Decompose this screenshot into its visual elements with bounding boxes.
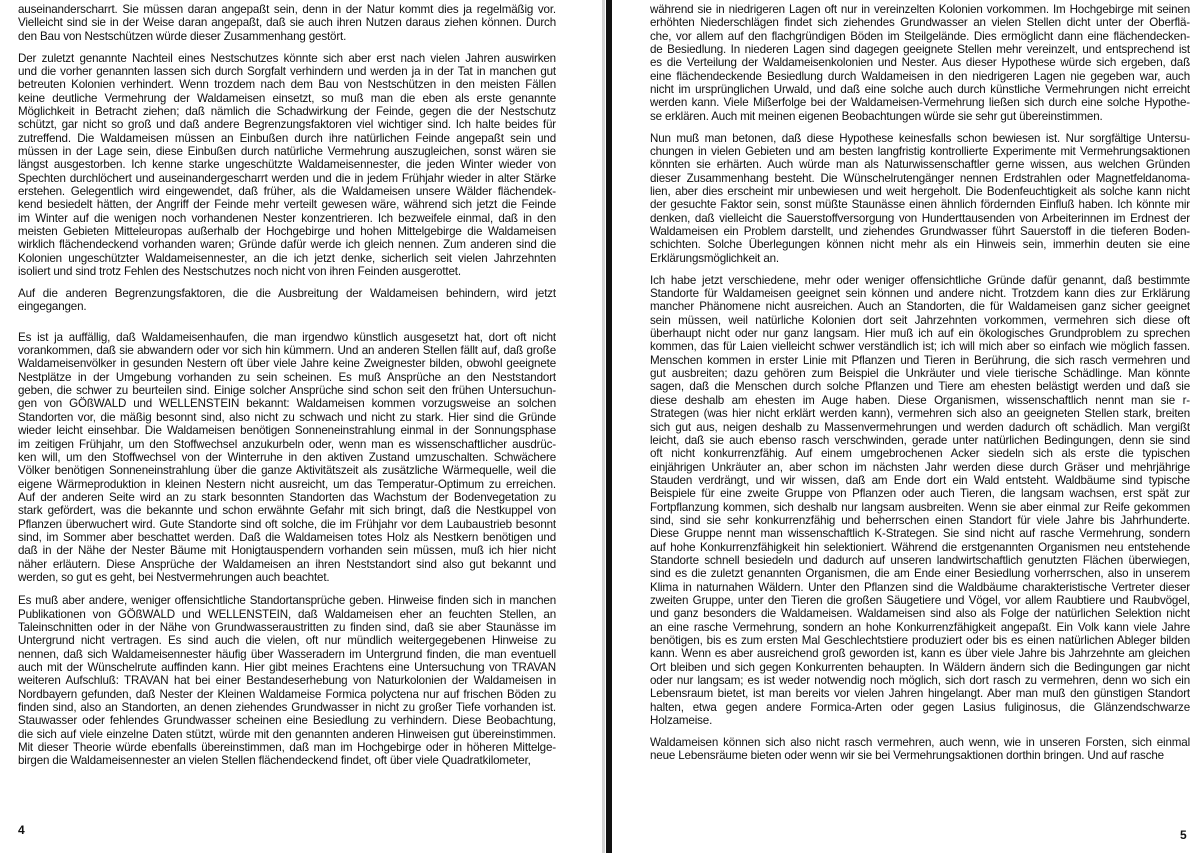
- text-line: Stauden verdrängt, und wir wissen, daß am Ende dort ein Wald entsteht. Waldbäume sind typische: [650, 473, 1190, 487]
- text-line: Untergrund nicht vertragen. Es sind auch die vielen, oft nur mündlich weitergegebenen Hinweise zu: [18, 634, 556, 648]
- text-line: könnten sie erhärten. Auch würde man als Naturwissenschaftler gerne wissen, aus welchen Gründen: [650, 158, 1190, 172]
- text-line: Auf der anderen Seite wird an zu stark besonnten Standorten das Wachstum der Bodenvegetation zu: [18, 490, 556, 504]
- text-line: Spechten durchlöchert und auseinandergescharrt werden und die in jedem Frühjahr wieder in alter Stärke: [18, 171, 556, 185]
- text-line: benötigen, bis es zum ersten Mal Geschlechtstiere produziert oder bis es einen natürlichen Ableger bilden: [650, 634, 1190, 647]
- text-line: Es ist ja auffällig, daß Waldameisenhaufen, die man irgendwo künstlich ausgesetzt hat, dort oft nicht: [18, 330, 556, 344]
- text-line: einjährigen Unkräuter an, aber schon im nächsten Jahr werden diese durch Gräser und mehrjährige: [650, 460, 1190, 474]
- text-line: zweiten Gruppe, unter den Tieren die großen Säugetiere und Vögel, vor allem Raubtiere und Raubvögel,: [650, 593, 1190, 607]
- text-line: Auf die anderen Begrenzungsfaktoren, die die Ausbreitung der Waldameisen behindern, wird jetzt: [18, 287, 556, 301]
- text-line: Strategen (was hier nicht erklärt werden kann), vermehren sich also an geeigneten Stellen stark, breiten: [650, 407, 1190, 421]
- text-line: während sie in niedrigeren Lagen oft nur in vereinzelten Kolonien vorkommen. Im Hochgebirge mit seinen: [650, 3, 1190, 16]
- text-line: Publikationen von GÖßWALD und WELLENSTEIN, daß Waldameisen eher an feuchten Stellen, an: [18, 607, 556, 621]
- left-page-body: [18, 3, 556, 776]
- text-line: auseinanderscharrt. Sie müssen daran angepaßt sein, denn in der Natur kommt dies ja regelmäßig vor.: [18, 3, 556, 16]
- text-line: lien, aber dies erscheint mir unbewiesen und weit hergeholt. Die Bodenfeuchtigkeit als solche kann nicht: [650, 185, 1190, 199]
- text-line: Waldameisen können sich also nicht rasch vermehren, auch wenn, wie in unseren Forsten, sich einmal: [650, 736, 1190, 749]
- text-line: leicht, daß sie auch ebenso rasch verschwinden, gerade unter natürlichen Bedingungen, denn sie sind: [650, 433, 1190, 447]
- text-line: isoliert und sind trotz Fehlen des Nestschutzes noch nicht von ihren Feinden ausgerottet.: [18, 265, 461, 279]
- text-line: gut ausbreiten; dazu gehören zum Beispiel die Unkräuter und viele tierische Schädlinge. Man könnte: [650, 367, 1190, 381]
- text-line: Waldameisen ein Problem darstellt, und ziehendes Grundwasser führt Sauerstoff in die tieferen Boden-: [650, 225, 1190, 239]
- text-line: längst ausgestorben. Ich kenne starke ungeschützte Waldameisennester, die jeden Winter wieder von: [18, 158, 556, 172]
- text-line: nennen, daß sich Waldameisennester häufig über Wasseradern im Untergrund finden, die man eventuell: [18, 647, 556, 661]
- page-number-left: 4: [18, 823, 25, 837]
- text-line: Standorte schnell besiedeln und dadurch auf unseren landwirtschaftlich genutzten Flächen überwiegen,: [650, 553, 1190, 567]
- text-line: Standorte für Waldameisen geeignet sein können und andere nicht. Trotzdem kann dies zur Erklärung: [650, 287, 1190, 301]
- text-line: erhöhten Niederschlägen findet sich ziehendes Grundwasser an vielen Stellen dicht unter der Oberflä-: [650, 16, 1190, 30]
- text-line: Der zuletzt genannte Nachteil eines Nestschutzes könnte sich aber erst nach vielen Jahren auswirken: [18, 51, 556, 65]
- text-line: schützt, gar nicht so groß und daß andere Begrenzungsfaktoren viel wichtiger sind. Ich halte beides für: [18, 118, 556, 132]
- text-line: gen von GÖßWALD und WELLENSTEIN bekannt: Waldameisen kommen vorzugsweise an solchen: [18, 397, 556, 411]
- page-number-right: 5: [1180, 828, 1187, 842]
- text-line: Klima in naturnahen Wäldern. Unter den Pflanzen sind die Waldbäume charakteristische Vertreter dieser: [650, 580, 1190, 594]
- text-line: überhaupt nicht oder nur ganz langsam. Hier muß ich auf ein ökologisches Grundproblem zu sprechen: [650, 327, 1190, 341]
- paragraph: [18, 594, 556, 767]
- text-line: neue Lebensräume bieten oder wenn wir sie bei Vermehrungsaktionen dorthin bringen. Und auf rasche: [650, 749, 1164, 763]
- text-line: mancher Phänomene nicht ausreichen. Auch an Standorten, die für Waldameisen ganz sicher geeignet: [650, 300, 1190, 314]
- text-line: näher erläutern. Diese Ansprüche der Waldameisen an ihren Neststandort sind also gut bekannt und: [18, 557, 556, 571]
- text-line: wirklich flächendeckend vorhanden waren; Gründe dafür werde ich gleich nennen. Zum anderen sind die: [18, 238, 556, 252]
- text-line: Waldameisenvölker in gesunden Nestern oft über viele Jahre keine Zweignester bilden, obwohl geeignete: [18, 357, 556, 371]
- spine-shadow: [602, 0, 605, 853]
- text-line: den Bau von Nestschützen würde dieser Zusammenhang gestört.: [18, 29, 347, 43]
- text-line: eine flächendeckende Besiedlung durch Waldameisen in den niedrigeren Lagen nie gegeben war, auch: [650, 69, 1190, 83]
- text-line: an eine rasche Vermehrung, sondern an hohe Konkurrenzfähigkeit angepaßt. Ein Volk kann viele Jahre: [650, 620, 1190, 634]
- text-line: birgen die Waldameisennester an vielen Stellen flächendeckend findet, oft über viele Quadratkilometer,: [18, 754, 531, 768]
- paragraph: [18, 52, 556, 279]
- text-line: Möglichkeit in Betracht ziehen; daß nämlich die Schadwirkung der Feinde, gegen die der Nestschutz: [18, 105, 556, 118]
- text-line: Stauwasser oder fehlendes Grundwasser scheinen eine Besiedlung zu verhindern. Diese Beobachtung,: [18, 714, 556, 728]
- text-line: Taleinschnitten oder in der Nähe von Grundwasseraustritten zu finden sind, daß sie aber Staunässe im: [18, 620, 556, 634]
- text-line: Ort bleiben und sich gegen Konkurrenten behaupten. In Wäldern ändern sich die Bedingungen gar nicht: [650, 660, 1190, 674]
- text-line: sagen, daß die Menschen durch solche Pflanzen und Tiere am ehesten belästigt werden und daß sie: [650, 380, 1190, 394]
- text-line: im zeitigen Frühjahr, um den Stoffwechsel anzukurbeln oder, wenn man es wissenschaftlicher ausdrüc-: [18, 437, 556, 451]
- text-line: Nestplätze in der Umgebung vorhanden zu sein scheinen. Es muß Ansprüche an den Neststandort: [18, 370, 556, 384]
- text-line: Mit dieser Theorie würde ebenfalls übereinstimmen, daß man im Hochgebirge oder in höheren Mittelge-: [18, 741, 556, 755]
- text-line: finden sind, also an Standorten, an denen ziehendes Grundwasser in nicht zu großer Tiefe vorhanden ist.: [18, 701, 556, 715]
- text-line: Standorten vor, die mäßig besonnt sind, also nicht zu schwach und nicht zu stark. Hier sind die Gründe: [18, 410, 556, 424]
- text-line: zutreffend. Die Waldameisen müssen an Einbußen durch ihre natürlichen Feinde angepaßt sein und: [18, 131, 556, 145]
- text-line: Ich habe jetzt verschiedene, mehr oder weniger offensichtliche Gründe dafür genannt, daß bestimmte: [650, 273, 1190, 287]
- paragraph: [650, 736, 1190, 763]
- text-line: eingegangen.: [18, 300, 87, 314]
- text-line: Fortpflanzung kommen, sich deshalb nur langsam ausbreiten. Wenn sie aber einmal zur Reife gekommen: [650, 500, 1190, 514]
- text-line: sind, im Sommer aber beschattet werden. Daß die Waldameisen totes Holz als Nestkern benötigen und: [18, 530, 556, 544]
- text-line: denken, daß vielleicht die Sauerstoffversorgung von Hunderttausenden von Arbeiterinnen im Erdnest der: [650, 211, 1190, 225]
- text-line: vorankommen, daß sie abwandern oder vor sich hin kümmern. Und an anderen Stellen fällt auf, daß große: [18, 344, 556, 358]
- text-line: ken will, um den Stoffwechsel von der Winterruhe in den aktiven Zustand umzuschalten. Schwächere: [18, 450, 556, 464]
- text-line: sein müssen, weil natürliche Kolonien dort seit Jahrzehnten vorkommen, vermehren sich diese oft: [650, 313, 1190, 327]
- paragraph: [650, 3, 1190, 123]
- text-line: de Besiedlung. In niederen Lagen sind dagegen geeignete Stellen mehr vereinzelt, und entsprechend ist: [650, 43, 1190, 57]
- text-line: auf hohe Konkurrenzfähigkeit hin selektioniert. Während die erstgenannten Organismen neu entstehende: [650, 540, 1190, 554]
- text-line: es die Verteilung der Waldameisenkolonien und Nester. Aus dieser Hypothese würde sich ergeben, daß: [650, 56, 1190, 70]
- text-line: und ganz besonders die Waldameisen. Waldameisen sind also als Folge der natürlichen Selektion nicht: [650, 607, 1190, 621]
- text-line: Völker benötigen Sonneneinstrahlung über die ganze Aktivitätszeit als zusätzliche Wärmequelle, weil die: [18, 464, 556, 478]
- text-line: Es muß aber andere, weniger offensichtliche Standortansprüche geben. Hinweise finden sich in manchen: [18, 594, 556, 608]
- text-line: müssen in der Lage sein, diese Einbußen durch natürliche Vermehrung auszugleichen, sonst wären sie: [18, 145, 556, 159]
- text-line: diese deshalb am ehesten im Auge haben. Diese Organismen, wissenschaftlich nennt man sie r-: [650, 393, 1190, 407]
- text-line: weiteren Aufschluß: TRAVAN hat bei einer Bestandeserhebung von Naturkolonien der Waldameisen in: [18, 674, 556, 688]
- text-line: nicht im ursprünglichen Urwald, und daß eine solche auch durch künstliche Vermehrungen nicht erreicht: [650, 83, 1190, 97]
- text-line: dieser Zusammenhang besteht. Die Wünschelrutengänger nennen Erdstrahlen oder Magnetfeldanoma-: [650, 171, 1190, 185]
- text-line: wieder leicht einsehbar. Die Waldameisen benötigen Sonneneinstrahlung einmal in der Sonnungsphase: [18, 424, 556, 438]
- text-line: werden, so gut es geht, bei Nestvermehrungen auch beachtet.: [18, 570, 330, 584]
- text-line: sind es die zuletzt genannten Organismen, die am Ende einer Besiedlung vorherrschen, also in unserem: [650, 567, 1190, 581]
- text-line: und die vorher genannten lassen sich durch Sorgfalt verhindern und werden ja in der Tat in manchen gut: [18, 64, 556, 78]
- text-line: Lebensraum bietet, ist man bereits vor vielen Jahren hingelangt. Aber man muß den günstigen Standort: [650, 687, 1190, 701]
- text-line: chungen in vielen Gebieten und am besten langfristig kontrollierte Experimente mit Vermehrungsaktionen: [650, 145, 1190, 159]
- paragraph: [650, 274, 1190, 728]
- text-line: halten, etwa gegen andere Formica-Arten oder gegen Lasius fuliginosus, die Glänzendschwarze: [650, 700, 1190, 714]
- text-line: oft nicht konkurrenzfähig. Auf einem umgebrochenen Acker siedeln sich als erste die typischen: [650, 447, 1190, 461]
- right-page: [618, 0, 1200, 853]
- text-line: che, vor allem auf den flachgründigen Böden im Steilgelände. Dies ermöglicht dann eine flächendecken-: [650, 29, 1190, 43]
- text-line: auch mit der Wünschelrute auffinden kann. Hier gibt meines Erachtens eine Untersuchung von TRAVAN: [18, 661, 556, 674]
- text-line: erstehen. Gelegentlich wird eingewendet, daß früher, als die Waldameisen unsere Wälder flächendek-: [18, 185, 556, 199]
- text-line: Holzameise.: [650, 714, 713, 728]
- text-line: oder nur langsam; es ist weder notwendig noch möglich, sich dort rasch zu vermehren, denn wo sich ein: [650, 674, 1190, 688]
- text-line: se erklären. Auch mit meinen eigenen Beobachtungen würde sie sehr gut übereinstimmen.: [650, 109, 1103, 123]
- text-line: werden kann. Viele Mißerfolge bei der Waldameisen-Vermehrung ließen sich durch eine solche Hypothe-: [650, 96, 1190, 110]
- text-line: schichten. Solche Überlegungen können nicht mehr als ein Hinweis sein, immerhin deuten sie eine: [650, 238, 1190, 252]
- text-line: Erklärungsmöglichkeit an.: [650, 251, 779, 265]
- text-line: meisten Gebieten Mitteleuropas außerhalb der Hochgebirge und hohen Mittelgebirge die Waldameisen: [18, 225, 556, 239]
- text-line: stark gefördert, was die bekannte und schon erwähnte Gefahr mit sich bringt, daß die Nestkuppel von: [18, 504, 556, 518]
- text-line: Pflanzen überwuchert wird. Gute Standorte sind oft solche, die im Frühjahr vor dem Laubaustrieb besonnt: [18, 517, 556, 531]
- right-page-body: [650, 3, 1190, 771]
- paragraph: [18, 331, 556, 585]
- text-line: Diese Gruppe nennt man wissenschaftlich K-Strategen. Sie sind nicht auf rasche Vermehrung, sondern: [650, 527, 1190, 541]
- text-line: Nordbayern gefunden, daß Nester der Kleinen Waldameise Formica polyctena nur auf frischen Böden zu: [18, 687, 556, 701]
- text-line: im Winter auf die wenigen noch vorhandenen Nester konzentrieren. Ich bezweifele einmal, daß in den: [18, 211, 556, 225]
- paragraph: [650, 132, 1190, 265]
- text-line: kann. Wenn es aber ausreichend groß geworden ist, kann es über viele Jahre bis Jahrzehnte am gleichen: [650, 647, 1190, 661]
- text-line: Kolonien ungeschützter Waldameisennester, an die ich jetzt denke, sicherlich seit vielen Jahrzehnten: [18, 251, 556, 265]
- paragraph: [18, 3, 556, 43]
- book-spine: [606, 0, 612, 853]
- text-line: Beispiele für eine zweite Gruppe von Pflanzen oder auch Tieren, die langsam wachsen, erst spät zur: [650, 487, 1190, 501]
- text-line: geben, die schwer zu beurteilen sind. Einige solcher Ansprüche sind schon seit den frühen Untersuchun-: [18, 384, 556, 398]
- text-line: keine deutliche Vermehrung der Waldameisen einsetzt, so muß man die eben als erste genannte: [18, 91, 556, 105]
- text-line: die sich auf viele einzelne Daten stützt, würde mit den genannten anderen Hinweisen gut übereinstimmen.: [18, 727, 556, 741]
- text-line: Menschen kommen in erster Linie mit Pflanzen und Tieren in Berührung, die sich rasch vermehren und: [650, 353, 1190, 367]
- text-line: kend besiedelt hätten, der Angriff der Feinde mehr verteilt gewesen wäre, während sich jetzt die Feinde: [18, 198, 556, 212]
- text-line: eigene Wärmeproduktion in kleinen Nestern nicht ausreicht, um das Temperatur-Optimum zu erreichen.: [18, 477, 556, 491]
- text-line: Vielleicht sind sie in der Weise daran angepaßt, daß sie auch ihren Nutzen daraus ziehen können. Durch: [18, 16, 556, 30]
- paragraph: [18, 287, 556, 314]
- text-line: der gesuchte Faktor sein, sonst müßte Staunässe einen ähnlich fördernden Einfluß haben. Ich könnte mir: [650, 198, 1190, 212]
- text-line: sich gut aus, neigen deshalb zu Massenvermehrungen und werden dadurch oft schädlich. Man vergißt: [650, 420, 1190, 434]
- text-line: sind, sind sie sehr konkurrenzfähig und beherrschen einen Standort für viele Jahre bis Jahrhunderte.: [650, 513, 1190, 527]
- text-line: kommen, das für Laien vielleicht schwer verständlich ist; ich will mich aber so einfach wie möglich fassen.: [650, 340, 1190, 354]
- text-line: daß in der Nähe der Nester Bäume mit Honigtauspendern vorhanden sein müssen, muß ich hier nicht: [18, 544, 556, 558]
- text-line: betreuten Kolonien verhindert. Wenn trozdem nach dem Bau von Nestschützen in den meisten Fällen: [18, 78, 556, 92]
- text-line: Nun muß man betonen, daß diese Hypothese keinesfalls schon bewiesen ist. Nur sorgfältige Untersu-: [650, 131, 1190, 145]
